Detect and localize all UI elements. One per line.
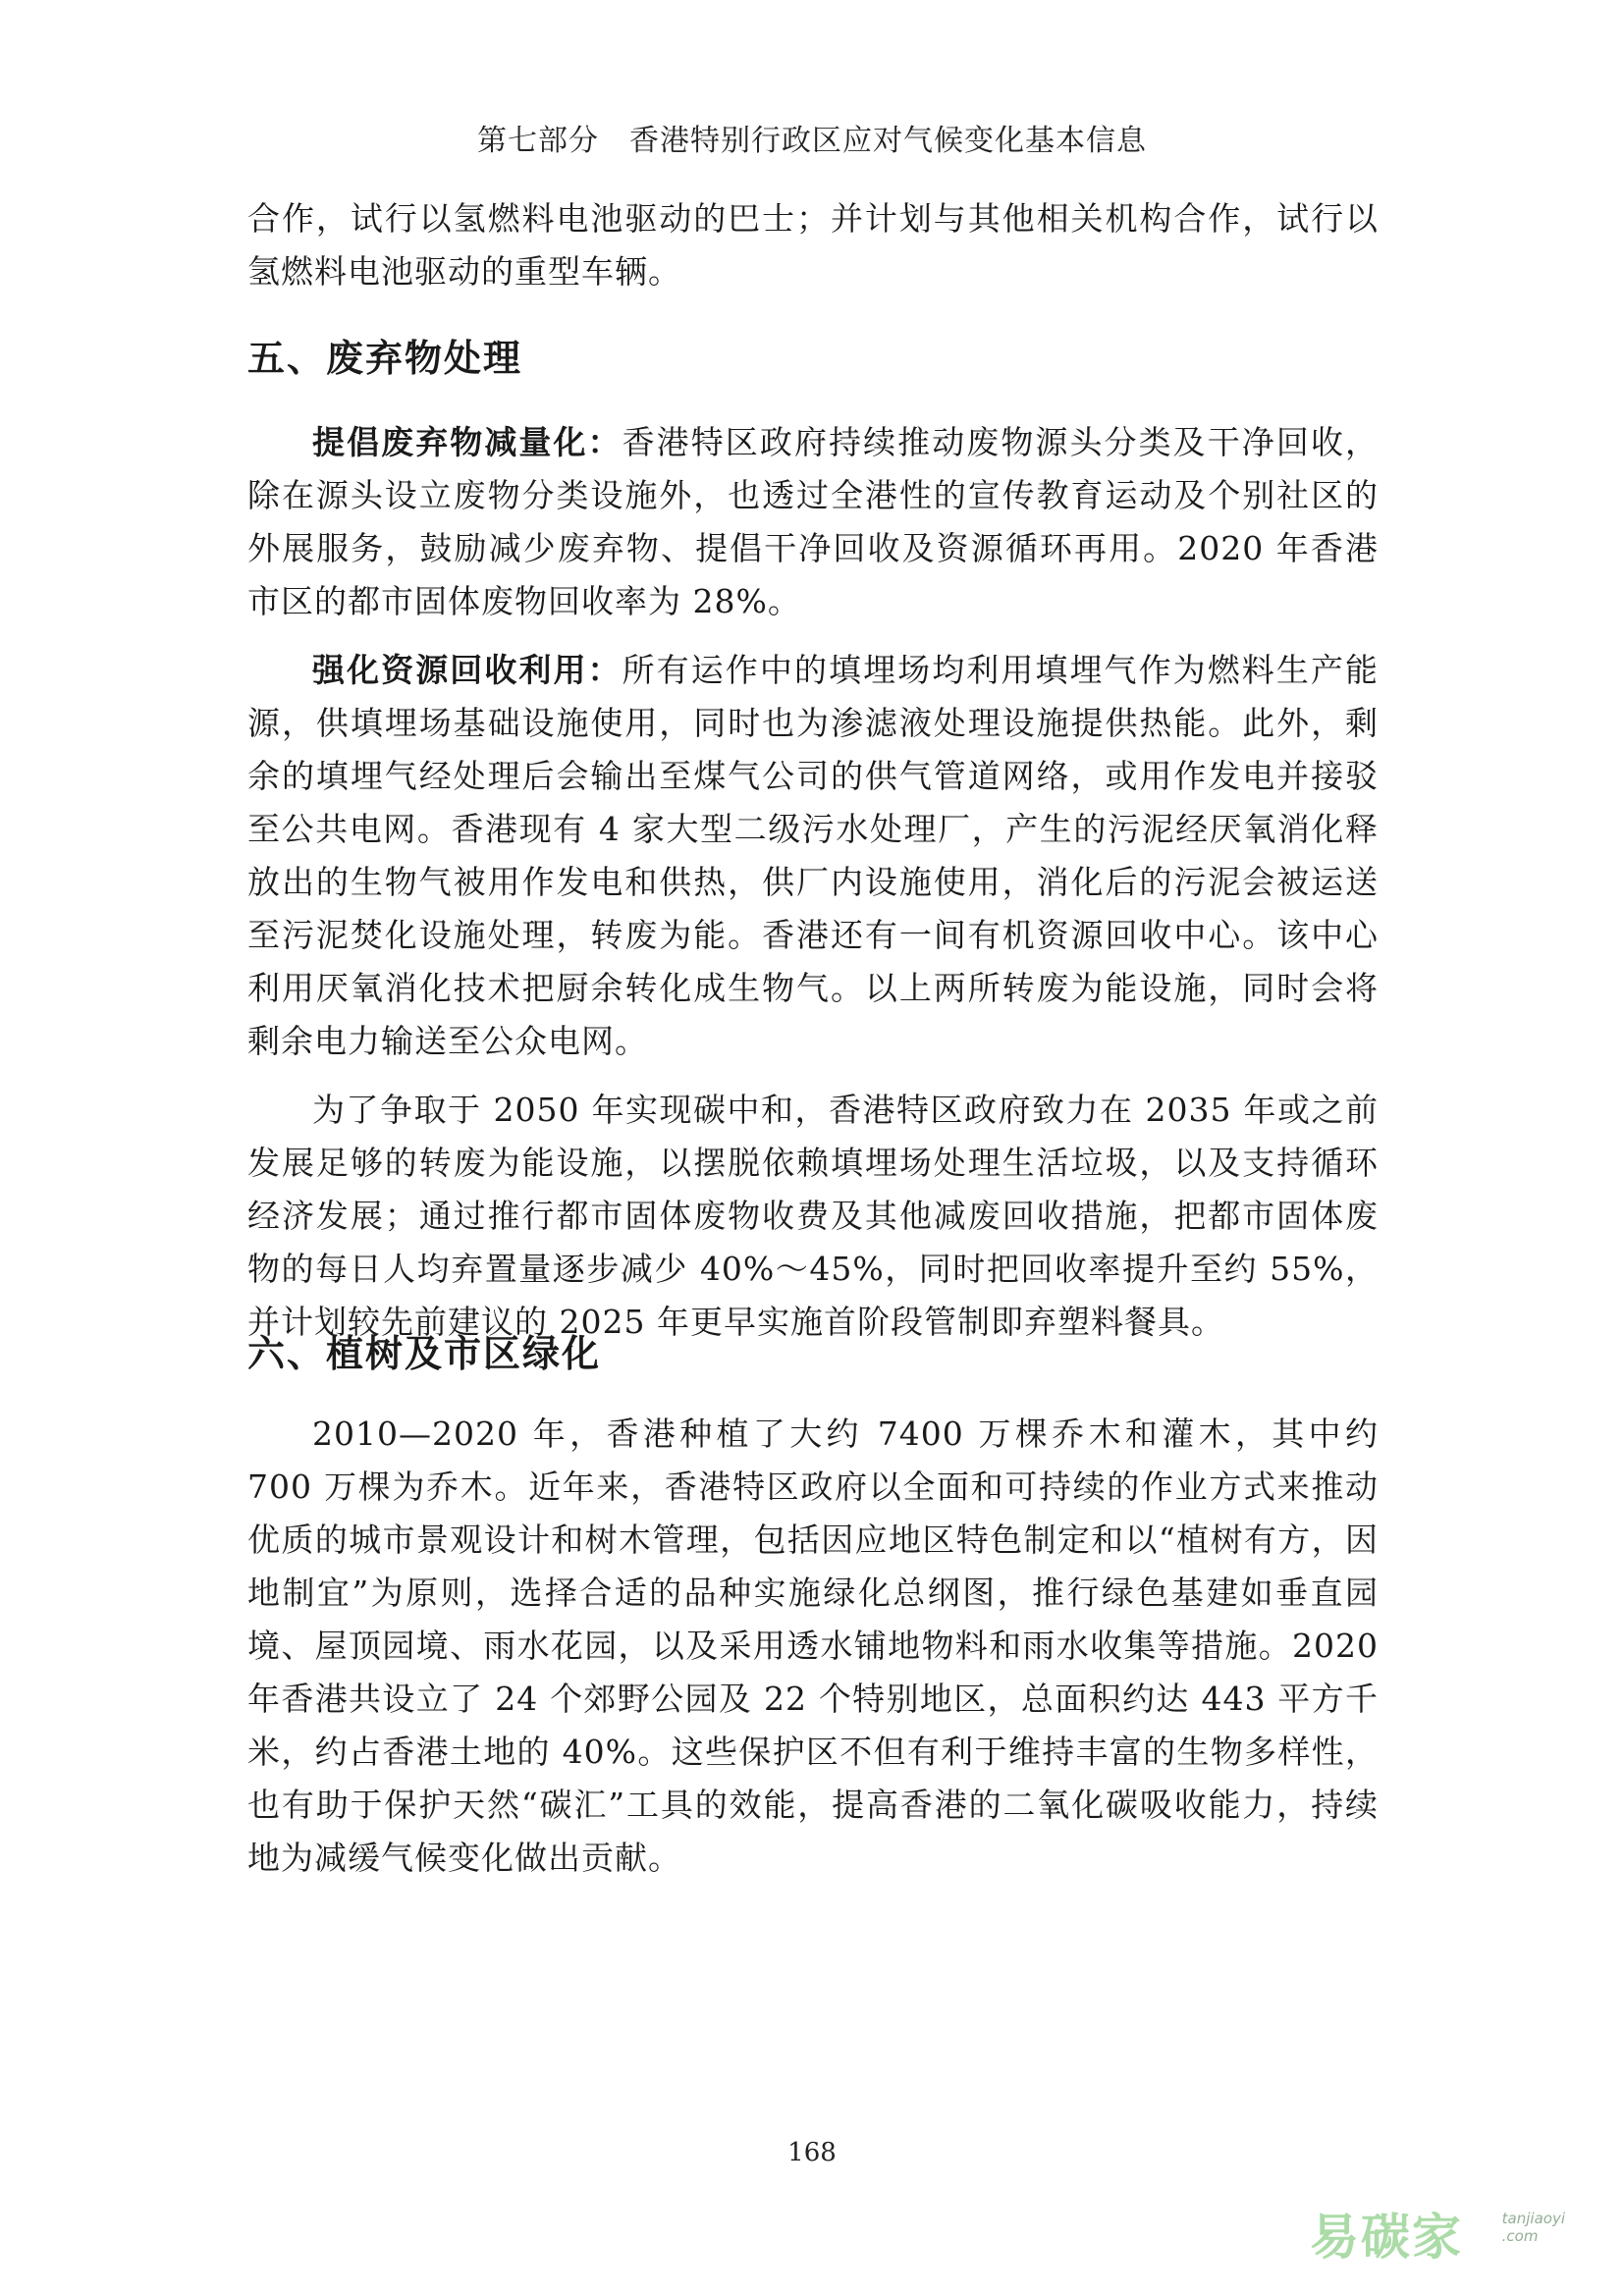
watermark-domain [1502, 2210, 1565, 2245]
waste-reduction-paragraph [247, 416, 1379, 628]
section-5-heading: 五、废弃物处理 [247, 337, 523, 380]
resource-recovery-text: 所有运作中的填埋场均利用填埋气作为燃料生产能源，供填埋场基础设施使用，同时也为渗滤液处理设施提供热能。此外，剩余的填埋气经处理后会输出至煤气公司的供气管道网络，或用作发电并接驳至公共电网。香港现有 4 家大型二级污水处理厂，产生的污泥经厌氧消化释放出的生物气被用作发电和供热，供厂内设施使用，消化后的污泥会被运送至污泥焚化设施处理，转废为能。香港还有一间有机资源回收中心。该中心利用厌氧消化技术把厨余转化成生物气。以上两所转废为能设施，同时会将剩余电力输送至公众电网。 [247, 651, 1380, 1060]
watermark-brand: 易碳家 [1310, 2209, 1463, 2266]
resource-recovery-lead: 强化资源回收利用： [312, 651, 623, 689]
watermark-domain-line1: tanjiaoyi [1501, 2210, 1565, 2227]
running-header: 第七部分 香港特别行政区应对气候变化基本信息 [477, 124, 1147, 158]
intro-paragraph: 合作，试行以氢燃料电池驱动的巴士；并计划与其他相关机构合作，试行以氢燃料电池驱动的重型车辆。 [247, 199, 1379, 291]
carbon-neutral-paragraph: 为了争取于 2050 年实现碳中和，香港特区政府致力在 2035 年或之前发展足够的转废为能设施，以摆脱依赖填埋场处理生活垃圾，以及支持循环经济发展；通过推行都市固体废物收费及其他减废回收措施，把都市固体废物的每日人均弃置量逐步减少 40%～45%，同时把回收率提升至约 55%，并计划较先前建议的 2025 年更早实施首阶段管制即弃塑料餐具。 [247, 1091, 1379, 1341]
watermark-domain-line2: .com [1501, 2227, 1539, 2245]
section-5-body [247, 416, 1379, 1349]
section-6-body [247, 1408, 1379, 1885]
section-6-heading: 六、植树及市区绿化 [247, 1332, 602, 1375]
watermark-logo [1310, 2188, 1565, 2272]
section-5 [247, 332, 1379, 385]
waste-reduction-text: 香港特区政府持续推动废物源头分类及干净回收，除在源头设立废物分类设施外，也透过全港性的宣传教育运动及个别社区的外展服务，鼓励减少废弃物、提倡干净回收及资源循环再用。2020 年香港市区的都市固体废物回收率为 28%。 [247, 423, 1380, 620]
waste-reduction-lead: 提倡废弃物减量化： [312, 423, 623, 461]
page-number: 168 [787, 2138, 837, 2167]
resource-recovery-paragraph [247, 644, 1379, 1068]
section-6 [247, 1327, 1379, 1380]
tree-planting-paragraph: 2010—2020 年，香港种植了大约 7400 万棵乔木和灌木，其中约 700 万棵为乔木。近年来，香港特区政府以全面和可持续的作业方式来推动优质的城市景观设计和树木管理，包括因应地区特色制定和以“植树有方，因地制宜”为原则，选择合适的品种实施绿化总纲图，推行绿色基建如垂直园境、屋顶园境、雨水花园，以及采用透水铺地物料和雨水收集等措施。2020 年香港共设立了 24 个郊野公园及 22 个特别地区，总面积约达 443 平方千米，约占香港土地的 40%。这些保护区不但有利于维持丰富的生物多样性，也有助于保护天然“碳汇”工具的效能，提高香港的二氧化碳吸收能力，持续地为减缓气候变化做出贡献。 [247, 1415, 1379, 1877]
intro-block [247, 192, 1379, 298]
